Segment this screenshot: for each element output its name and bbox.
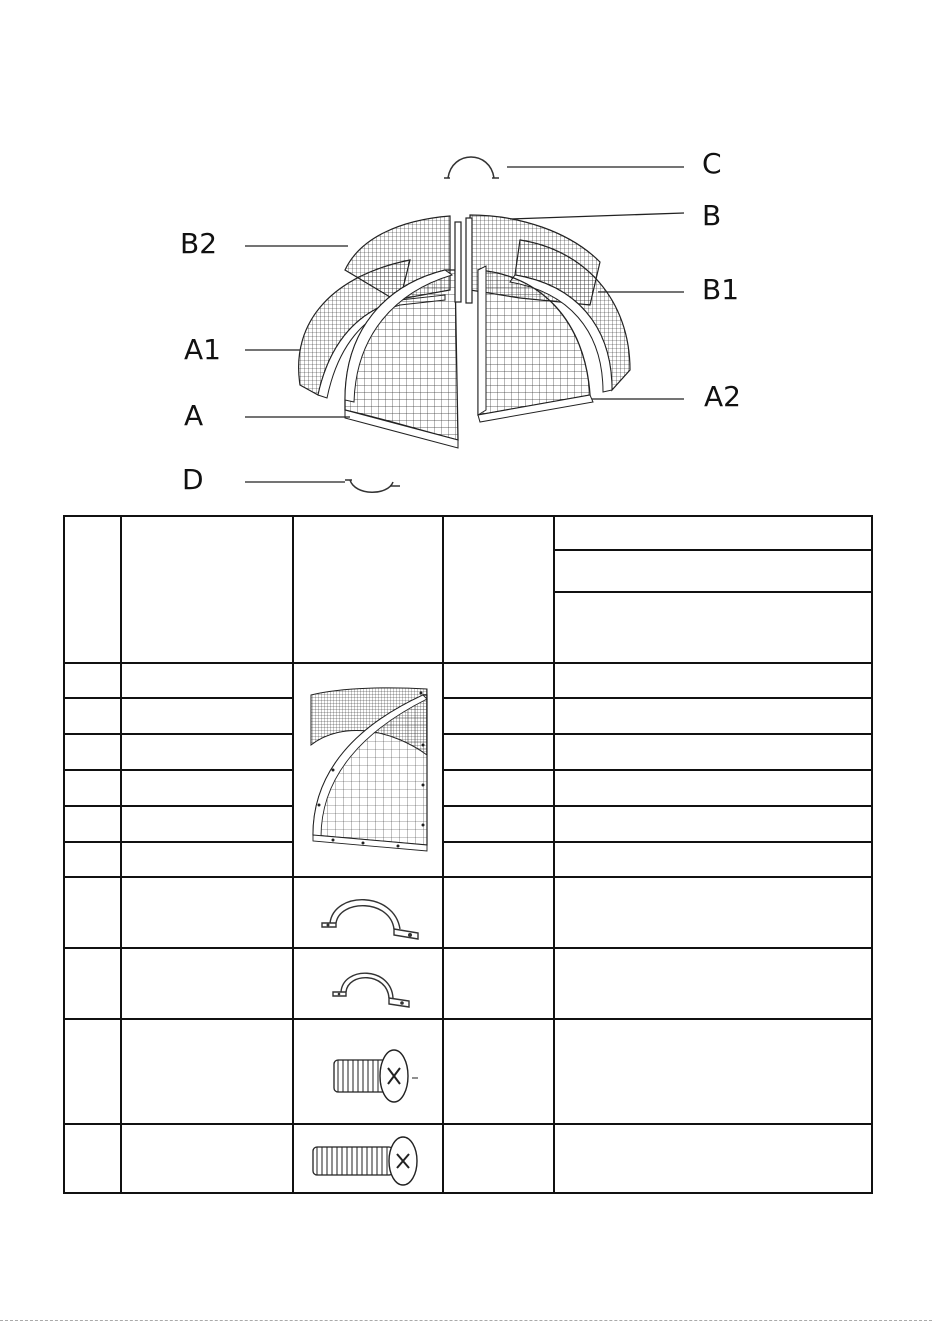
page-bottom-edge	[0, 1320, 932, 1321]
table-cell	[554, 877, 872, 948]
table-cell	[121, 1124, 293, 1193]
header-cell	[121, 516, 293, 663]
table-row	[64, 806, 872, 842]
header-cell	[554, 550, 872, 592]
table-row	[64, 770, 872, 806]
part-c-bracket	[444, 157, 499, 178]
table-cell	[443, 698, 554, 734]
long-screw-icon	[303, 1129, 433, 1189]
header-cell	[293, 516, 443, 663]
table-cell	[64, 1019, 121, 1124]
table-cell	[121, 948, 293, 1019]
table-cell	[64, 734, 121, 770]
table-cell	[64, 877, 121, 948]
table-cell	[443, 1019, 554, 1124]
label-c: C	[702, 147, 722, 180]
table-cell	[64, 663, 121, 698]
table-cell	[554, 1019, 872, 1124]
table-cell	[554, 842, 872, 877]
table-cell	[554, 698, 872, 734]
header-cell	[64, 516, 121, 663]
header-cell	[554, 516, 872, 550]
table-cell	[554, 663, 872, 698]
table-cell	[64, 770, 121, 806]
table-cell	[121, 663, 293, 698]
short-screw-icon	[308, 1032, 428, 1112]
header-cell	[554, 592, 872, 663]
dome-assembly-diagram	[0, 0, 932, 510]
parts-table	[63, 515, 873, 1194]
table-cell	[443, 877, 554, 948]
table-row	[64, 734, 872, 770]
mesh-panel-cell	[293, 663, 443, 877]
part-d-bracket	[345, 480, 400, 492]
table-cell	[554, 806, 872, 842]
table-cell	[554, 1124, 872, 1193]
table-cell	[64, 1124, 121, 1193]
table-cell	[121, 842, 293, 877]
label-b: B	[702, 199, 722, 232]
table-cell	[443, 948, 554, 1019]
header-cell	[443, 516, 554, 663]
table-cell	[443, 663, 554, 698]
table-row	[64, 663, 872, 698]
table-cell	[121, 877, 293, 948]
table-row	[64, 698, 872, 734]
mesh-panel-icon	[303, 685, 433, 855]
table-cell	[554, 948, 872, 1019]
table-row	[64, 877, 872, 948]
table-row	[64, 1019, 872, 1124]
table-cell	[443, 734, 554, 770]
table-cell	[443, 770, 554, 806]
table-cell	[554, 770, 872, 806]
label-a2: A2	[704, 380, 741, 413]
top-center-frame	[455, 218, 472, 303]
table-cell	[121, 734, 293, 770]
label-b1: B1	[702, 273, 740, 306]
table-header-row	[64, 516, 872, 550]
table-cell	[443, 1124, 554, 1193]
table-cell	[443, 842, 554, 877]
table-cell	[64, 698, 121, 734]
table-cell	[443, 806, 554, 842]
label-a: A	[184, 399, 204, 432]
table-cell	[121, 1019, 293, 1124]
table-cell	[121, 770, 293, 806]
large-strap-icon	[308, 883, 428, 943]
label-b2: B2	[180, 227, 218, 260]
table-row	[64, 1124, 872, 1193]
table-cell	[554, 734, 872, 770]
long-screw-cell	[293, 1124, 443, 1193]
large-strap-cell	[293, 877, 443, 948]
table-row	[64, 842, 872, 877]
table-cell	[121, 698, 293, 734]
small-strap-icon	[313, 956, 423, 1011]
short-screw-cell	[293, 1019, 443, 1124]
small-strap-cell	[293, 948, 443, 1019]
table-cell	[64, 842, 121, 877]
table-row	[64, 948, 872, 1019]
table-cell	[64, 806, 121, 842]
label-a1: A1	[184, 333, 221, 366]
label-d: D	[182, 463, 204, 496]
table-cell	[64, 948, 121, 1019]
table-cell	[121, 806, 293, 842]
